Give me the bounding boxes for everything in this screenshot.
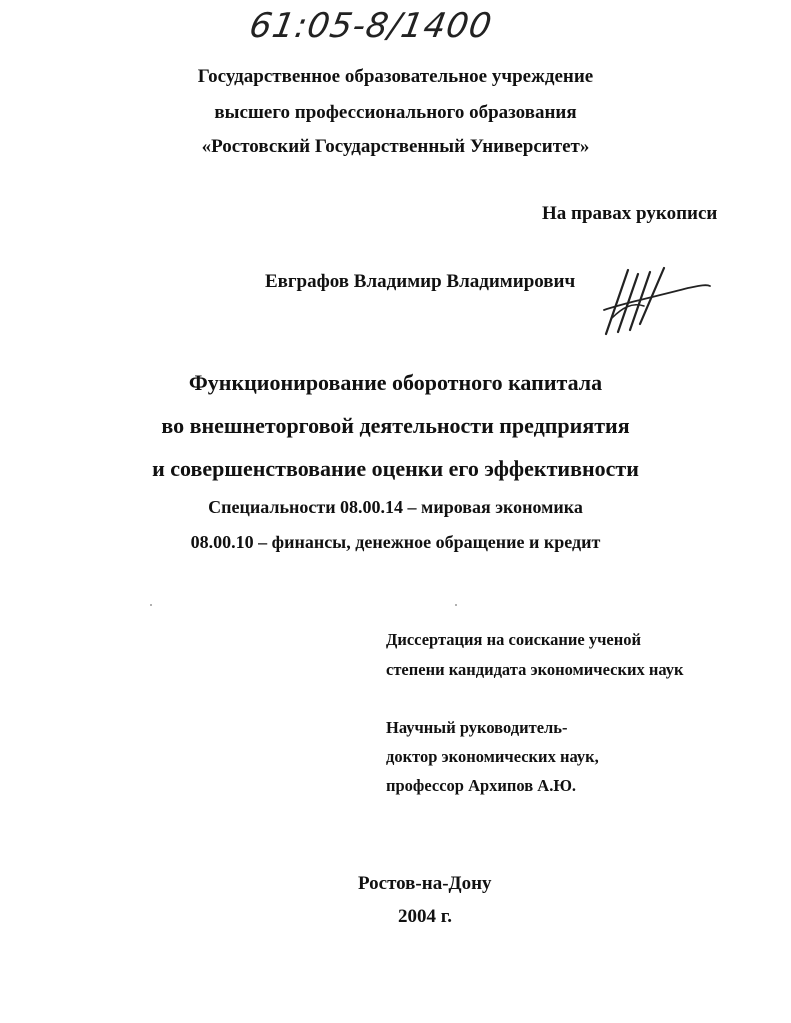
institution-line-1: Государственное образовательное учреждение: [197, 66, 594, 87]
supervisor-line-3: профессор Архипов А.Ю.: [386, 776, 577, 795]
title-line-1: Функционирование оборотного капитала: [188, 370, 603, 395]
title-line-3: и совершенствование оценки его эффективности: [152, 456, 639, 481]
supervisor-line-2: доктор экономических наук,: [386, 747, 599, 766]
specialty-line-1: Специальности 08.00.14 – мировая экономика: [208, 497, 583, 517]
scan-speck: [150, 604, 152, 606]
supervisor-line-1: Научный руководитель-: [386, 718, 568, 737]
scan-speck: [455, 604, 457, 606]
institution-line-3: «Ростовский Государственный Университет»: [201, 136, 590, 157]
dissertation-line-1: Диссертация на соискание ученой: [386, 630, 642, 649]
year: 2004 г.: [398, 906, 452, 927]
archive-code: 61:05-8/1400: [246, 6, 496, 46]
manuscript-rights: На правах рукописи: [542, 203, 718, 224]
signature-mark: [598, 262, 718, 342]
title-line-2: во внешнеторговой деятельности предприятия: [161, 413, 630, 438]
place: Ростов-на-Дону: [358, 873, 492, 894]
specialty-line-2: 08.00.10 – финансы, денежное обращение и кредит: [190, 532, 601, 552]
institution-line-2: высшего профессионального образования: [214, 102, 577, 123]
author-name: Евграфов Владимир Владимирович: [265, 271, 576, 292]
dissertation-line-2: степени кандидата экономических наук: [386, 660, 684, 679]
